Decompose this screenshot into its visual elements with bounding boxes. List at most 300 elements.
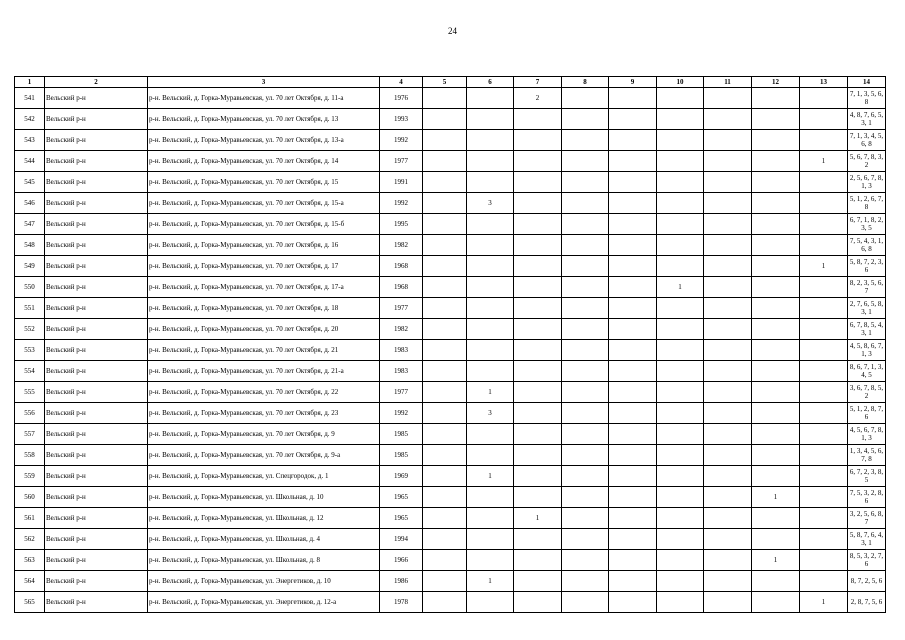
cell-address: р-н. Вельский, д. Горка-Муравьевская, ул. 70 лет Октября, д. 11-а (148, 88, 380, 109)
cell-col-5 (423, 235, 467, 256)
cell-col-14: 4, 5, 8, 6, 7, 1, 3 (848, 340, 886, 361)
cell-col-6 (467, 88, 514, 109)
cell-col-12 (752, 88, 800, 109)
cell-col-6 (467, 340, 514, 361)
cell-col-5 (423, 571, 467, 592)
cell-col-12 (752, 529, 800, 550)
cell-col-9 (609, 361, 657, 382)
cell-col-11 (704, 214, 752, 235)
cell-col-10 (657, 508, 704, 529)
cell-col-7 (514, 487, 562, 508)
cell-col-14: 4, 8, 7, 6, 5, 3, 1 (848, 109, 886, 130)
cell-district: Вельский р-н (45, 340, 148, 361)
column-header-2: 2 (45, 77, 148, 88)
cell-col-14: 5, 8, 7, 6, 4, 3, 1 (848, 529, 886, 550)
table-row (15, 88, 886, 109)
cell-row-number: 550 (15, 277, 45, 298)
cell-col-6: 3 (467, 193, 514, 214)
cell-col-12 (752, 340, 800, 361)
cell-year: 1968 (380, 256, 423, 277)
cell-col-7 (514, 340, 562, 361)
cell-col-10 (657, 571, 704, 592)
cell-col-5 (423, 319, 467, 340)
cell-col-8 (562, 109, 609, 130)
cell-col-10 (657, 592, 704, 613)
cell-col-11 (704, 319, 752, 340)
cell-col-9 (609, 109, 657, 130)
cell-col-14: 5, 1, 2, 8, 7, 6 (848, 403, 886, 424)
cell-year: 1965 (380, 508, 423, 529)
table-row (15, 403, 886, 424)
cell-col-6: 1 (467, 466, 514, 487)
cell-col-7 (514, 214, 562, 235)
cell-year: 1994 (380, 529, 423, 550)
cell-col-11 (704, 298, 752, 319)
cell-col-5 (423, 382, 467, 403)
cell-address: р-н. Вельский, д. Горка-Муравьевская, ул. 70 лет Октября, д. 21-а (148, 361, 380, 382)
cell-col-6 (467, 361, 514, 382)
cell-district: Вельский р-н (45, 424, 148, 445)
cell-col-8 (562, 193, 609, 214)
cell-col-5 (423, 298, 467, 319)
cell-year: 1992 (380, 193, 423, 214)
cell-row-number: 554 (15, 361, 45, 382)
cell-row-number: 558 (15, 445, 45, 466)
table-row (15, 445, 886, 466)
cell-col-12 (752, 151, 800, 172)
cell-col-9 (609, 445, 657, 466)
cell-address: р-н. Вельский, д. Горка-Муравьевская, ул. Школьная, д. 12 (148, 508, 380, 529)
table-row (15, 571, 886, 592)
cell-col-11 (704, 487, 752, 508)
cell-row-number: 541 (15, 88, 45, 109)
table-row (15, 361, 886, 382)
cell-col-10 (657, 172, 704, 193)
table-row (15, 508, 886, 529)
cell-col-13 (800, 109, 848, 130)
cell-col-7 (514, 130, 562, 151)
cell-col-7 (514, 403, 562, 424)
cell-col-7 (514, 151, 562, 172)
cell-col-12 (752, 319, 800, 340)
cell-col-14: 2, 7, 6, 5, 8, 3, 1 (848, 298, 886, 319)
cell-row-number: 556 (15, 403, 45, 424)
table-row (15, 529, 886, 550)
cell-col-5 (423, 109, 467, 130)
cell-col-9 (609, 172, 657, 193)
column-header-12: 12 (752, 77, 800, 88)
cell-district: Вельский р-н (45, 529, 148, 550)
cell-col-10 (657, 298, 704, 319)
cell-col-12 (752, 592, 800, 613)
cell-year: 1983 (380, 361, 423, 382)
cell-col-6: 3 (467, 403, 514, 424)
table-row (15, 214, 886, 235)
cell-col-14: 3, 2, 5, 6, 8, 7 (848, 508, 886, 529)
table-row (15, 109, 886, 130)
cell-col-8 (562, 298, 609, 319)
cell-year: 1977 (380, 151, 423, 172)
cell-col-11 (704, 88, 752, 109)
cell-col-13: 1 (800, 151, 848, 172)
cell-address: р-н. Вельский, д. Горка-Муравьевская, ул. 70 лет Октября, д. 13-а (148, 130, 380, 151)
cell-col-13 (800, 445, 848, 466)
cell-col-6 (467, 130, 514, 151)
cell-col-12 (752, 403, 800, 424)
cell-col-13 (800, 403, 848, 424)
cell-col-11 (704, 550, 752, 571)
cell-col-7 (514, 592, 562, 613)
cell-col-8 (562, 592, 609, 613)
cell-address: р-н. Вельский, д. Горка-Муравьевская, ул. Школьная, д. 10 (148, 487, 380, 508)
cell-col-9 (609, 130, 657, 151)
cell-row-number: 546 (15, 193, 45, 214)
column-header-7: 7 (514, 77, 562, 88)
cell-row-number: 552 (15, 319, 45, 340)
cell-col-9 (609, 235, 657, 256)
cell-col-10 (657, 193, 704, 214)
cell-col-6 (467, 592, 514, 613)
cell-col-9 (609, 508, 657, 529)
cell-district: Вельский р-н (45, 172, 148, 193)
column-header-5: 5 (423, 77, 467, 88)
cell-row-number: 563 (15, 550, 45, 571)
table-row (15, 235, 886, 256)
cell-address: р-н. Вельский, д. Горка-Муравьевская, ул. Спецгородок, д. 1 (148, 466, 380, 487)
cell-col-8 (562, 361, 609, 382)
cell-year: 1995 (380, 214, 423, 235)
cell-row-number: 553 (15, 340, 45, 361)
cell-col-8 (562, 529, 609, 550)
cell-district: Вельский р-н (45, 214, 148, 235)
cell-year: 1982 (380, 235, 423, 256)
cell-district: Вельский р-н (45, 235, 148, 256)
cell-col-10 (657, 214, 704, 235)
cell-col-6 (467, 319, 514, 340)
cell-col-6 (467, 235, 514, 256)
cell-year: 1986 (380, 571, 423, 592)
cell-col-13 (800, 424, 848, 445)
cell-col-10 (657, 340, 704, 361)
cell-col-8 (562, 466, 609, 487)
cell-district: Вельский р-н (45, 130, 148, 151)
cell-col-6 (467, 256, 514, 277)
cell-col-9 (609, 571, 657, 592)
cell-col-9 (609, 298, 657, 319)
cell-col-11 (704, 172, 752, 193)
cell-row-number: 559 (15, 466, 45, 487)
cell-col-6 (467, 424, 514, 445)
cell-col-5 (423, 592, 467, 613)
cell-district: Вельский р-н (45, 382, 148, 403)
cell-district: Вельский р-н (45, 88, 148, 109)
cell-col-6 (467, 445, 514, 466)
cell-col-5 (423, 550, 467, 571)
cell-address: р-н. Вельский, д. Горка-Муравьевская, ул. 70 лет Октября, д. 21 (148, 340, 380, 361)
cell-col-9 (609, 88, 657, 109)
cell-col-8 (562, 319, 609, 340)
cell-col-14: 2, 5, 6, 7, 8, 1, 3 (848, 172, 886, 193)
cell-col-9 (609, 550, 657, 571)
cell-col-14: 8, 6, 7, 1, 3, 4, 5 (848, 361, 886, 382)
cell-col-10 (657, 319, 704, 340)
cell-row-number: 557 (15, 424, 45, 445)
cell-col-10 (657, 151, 704, 172)
cell-district: Вельский р-н (45, 571, 148, 592)
column-header-9: 9 (609, 77, 657, 88)
column-header-4: 4 (380, 77, 423, 88)
column-header-10: 10 (657, 77, 704, 88)
cell-row-number: 543 (15, 130, 45, 151)
cell-address: р-н. Вельский, д. Горка-Муравьевская, ул. Энергетиков, д. 10 (148, 571, 380, 592)
cell-col-9 (609, 193, 657, 214)
cell-col-11 (704, 109, 752, 130)
cell-address: р-н. Вельский, д. Горка-Муравьевская, ул. Школьная, д. 8 (148, 550, 380, 571)
cell-address: р-н. Вельский, д. Горка-Муравьевская, ул. 70 лет Октября, д. 23 (148, 403, 380, 424)
cell-col-10 (657, 361, 704, 382)
cell-col-6 (467, 214, 514, 235)
cell-col-14: 4, 5, 6, 7, 8, 1, 3 (848, 424, 886, 445)
table-body (15, 88, 886, 613)
cell-col-7: 1 (514, 508, 562, 529)
column-header-11: 11 (704, 77, 752, 88)
cell-col-13 (800, 235, 848, 256)
cell-col-10 (657, 424, 704, 445)
cell-col-13: 1 (800, 256, 848, 277)
cell-col-11 (704, 361, 752, 382)
cell-col-11 (704, 277, 752, 298)
cell-col-6 (467, 298, 514, 319)
cell-col-6 (467, 151, 514, 172)
cell-col-12 (752, 508, 800, 529)
cell-col-9 (609, 403, 657, 424)
cell-year: 1982 (380, 319, 423, 340)
cell-district: Вельский р-н (45, 550, 148, 571)
cell-col-13 (800, 172, 848, 193)
cell-col-6 (467, 109, 514, 130)
cell-col-8 (562, 130, 609, 151)
cell-col-12 (752, 214, 800, 235)
cell-col-5 (423, 214, 467, 235)
cell-col-9 (609, 277, 657, 298)
cell-col-14: 5, 1, 2, 6, 7, 8 (848, 193, 886, 214)
cell-col-9 (609, 340, 657, 361)
cell-col-8 (562, 340, 609, 361)
cell-district: Вельский р-н (45, 592, 148, 613)
cell-col-11 (704, 130, 752, 151)
cell-col-8 (562, 235, 609, 256)
cell-col-9 (609, 487, 657, 508)
cell-col-5 (423, 172, 467, 193)
cell-col-14: 1, 3, 4, 5, 6, 7, 8 (848, 445, 886, 466)
table-row (15, 319, 886, 340)
cell-row-number: 545 (15, 172, 45, 193)
register-table (14, 76, 886, 613)
cell-col-7 (514, 109, 562, 130)
cell-col-7 (514, 424, 562, 445)
cell-col-9 (609, 151, 657, 172)
column-header-13: 13 (800, 77, 848, 88)
cell-col-13 (800, 571, 848, 592)
cell-col-12 (752, 235, 800, 256)
cell-col-14: 6, 7, 2, 3, 8, 5 (848, 466, 886, 487)
cell-district: Вельский р-н (45, 487, 148, 508)
cell-address: р-н. Вельский, д. Горка-Муравьевская, ул. 70 лет Октября, д. 16 (148, 235, 380, 256)
cell-col-7 (514, 298, 562, 319)
cell-col-14: 8, 2, 3, 5, 6, 7 (848, 277, 886, 298)
cell-year: 1983 (380, 340, 423, 361)
cell-col-10 (657, 382, 704, 403)
cell-year: 1966 (380, 550, 423, 571)
table-row (15, 382, 886, 403)
cell-col-5 (423, 403, 467, 424)
cell-col-14: 8, 5, 3, 2, 7, 6 (848, 550, 886, 571)
cell-col-5 (423, 340, 467, 361)
cell-col-5 (423, 256, 467, 277)
cell-col-11 (704, 508, 752, 529)
cell-address: р-н. Вельский, д. Горка-Муравьевская, ул. 70 лет Октября, д. 20 (148, 319, 380, 340)
cell-col-8 (562, 88, 609, 109)
cell-col-14: 7, 1, 3, 5, 6, 8 (848, 88, 886, 109)
cell-col-6: 1 (467, 571, 514, 592)
cell-address: р-н. Вельский, д. Горка-Муравьевская, ул. 70 лет Октября, д. 14 (148, 151, 380, 172)
table-row (15, 550, 886, 571)
cell-row-number: 562 (15, 529, 45, 550)
cell-district: Вельский р-н (45, 277, 148, 298)
cell-col-10 (657, 550, 704, 571)
cell-col-13 (800, 550, 848, 571)
cell-col-5 (423, 424, 467, 445)
cell-col-5 (423, 487, 467, 508)
cell-col-13 (800, 319, 848, 340)
cell-col-5 (423, 88, 467, 109)
cell-year: 1977 (380, 382, 423, 403)
cell-col-13 (800, 340, 848, 361)
cell-col-11 (704, 445, 752, 466)
cell-col-7 (514, 571, 562, 592)
cell-col-12 (752, 466, 800, 487)
cell-year: 1978 (380, 592, 423, 613)
cell-col-7 (514, 361, 562, 382)
table-row (15, 424, 886, 445)
cell-col-5 (423, 130, 467, 151)
table-row (15, 592, 886, 613)
cell-district: Вельский р-н (45, 508, 148, 529)
cell-col-12 (752, 172, 800, 193)
cell-col-7 (514, 235, 562, 256)
cell-col-10 (657, 445, 704, 466)
cell-col-11 (704, 256, 752, 277)
cell-col-14: 5, 6, 7, 8, 3, 2 (848, 151, 886, 172)
cell-col-8 (562, 403, 609, 424)
table-row (15, 277, 886, 298)
cell-col-12 (752, 382, 800, 403)
cell-col-6 (467, 529, 514, 550)
cell-col-9 (609, 382, 657, 403)
cell-year: 1992 (380, 403, 423, 424)
cell-col-10 (657, 466, 704, 487)
cell-col-14: 2, 8, 7, 5, 6 (848, 592, 886, 613)
cell-district: Вельский р-н (45, 256, 148, 277)
cell-col-12 (752, 277, 800, 298)
cell-col-13 (800, 298, 848, 319)
cell-year: 1985 (380, 424, 423, 445)
cell-year: 1965 (380, 487, 423, 508)
cell-address: р-н. Вельский, д. Горка-Муравьевская, ул. 70 лет Октября, д. 18 (148, 298, 380, 319)
cell-col-5 (423, 529, 467, 550)
cell-col-5 (423, 193, 467, 214)
cell-year: 1968 (380, 277, 423, 298)
cell-col-8 (562, 550, 609, 571)
table-row (15, 193, 886, 214)
cell-district: Вельский р-н (45, 445, 148, 466)
cell-row-number: 565 (15, 592, 45, 613)
cell-col-10 (657, 235, 704, 256)
cell-district: Вельский р-н (45, 151, 148, 172)
cell-col-6 (467, 487, 514, 508)
cell-col-8 (562, 571, 609, 592)
cell-col-7 (514, 277, 562, 298)
cell-col-12 (752, 298, 800, 319)
cell-col-14: 6, 7, 1, 8, 2, 3, 5 (848, 214, 886, 235)
cell-col-6 (467, 172, 514, 193)
cell-district: Вельский р-н (45, 361, 148, 382)
cell-col-13 (800, 487, 848, 508)
column-header-6: 6 (467, 77, 514, 88)
cell-col-6 (467, 277, 514, 298)
table-row (15, 130, 886, 151)
cell-col-9 (609, 319, 657, 340)
cell-col-11 (704, 235, 752, 256)
cell-col-10: 1 (657, 277, 704, 298)
cell-col-6 (467, 550, 514, 571)
cell-col-13 (800, 529, 848, 550)
cell-row-number: 544 (15, 151, 45, 172)
page-number: 24 (448, 26, 457, 36)
cell-col-10 (657, 403, 704, 424)
cell-col-14: 7, 5, 3, 2, 8, 6 (848, 487, 886, 508)
cell-row-number: 549 (15, 256, 45, 277)
cell-col-5 (423, 361, 467, 382)
cell-col-7 (514, 382, 562, 403)
cell-address: р-н. Вельский, д. Горка-Муравьевская, ул. Энергетиков, д. 12-а (148, 592, 380, 613)
cell-col-11 (704, 382, 752, 403)
cell-address: р-н. Вельский, д. Горка-Муравьевская, ул. 70 лет Октября, д. 15-б (148, 214, 380, 235)
cell-col-13 (800, 214, 848, 235)
cell-col-5 (423, 277, 467, 298)
cell-district: Вельский р-н (45, 319, 148, 340)
cell-address: р-н. Вельский, д. Горка-Муравьевская, ул. 70 лет Октября, д. 15-а (148, 193, 380, 214)
cell-col-7: 2 (514, 88, 562, 109)
cell-col-11 (704, 340, 752, 361)
header-row (15, 77, 886, 88)
cell-col-12 (752, 571, 800, 592)
cell-col-9 (609, 424, 657, 445)
table-row (15, 466, 886, 487)
cell-district: Вельский р-н (45, 298, 148, 319)
cell-col-14: 5, 8, 7, 2, 3, 6 (848, 256, 886, 277)
cell-col-5 (423, 445, 467, 466)
cell-col-13 (800, 277, 848, 298)
cell-col-10 (657, 109, 704, 130)
cell-col-8 (562, 445, 609, 466)
cell-col-12 (752, 256, 800, 277)
cell-col-13 (800, 466, 848, 487)
cell-col-13 (800, 508, 848, 529)
cell-col-14: 8, 7, 2, 5, 6 (848, 571, 886, 592)
cell-col-12 (752, 109, 800, 130)
cell-row-number: 560 (15, 487, 45, 508)
